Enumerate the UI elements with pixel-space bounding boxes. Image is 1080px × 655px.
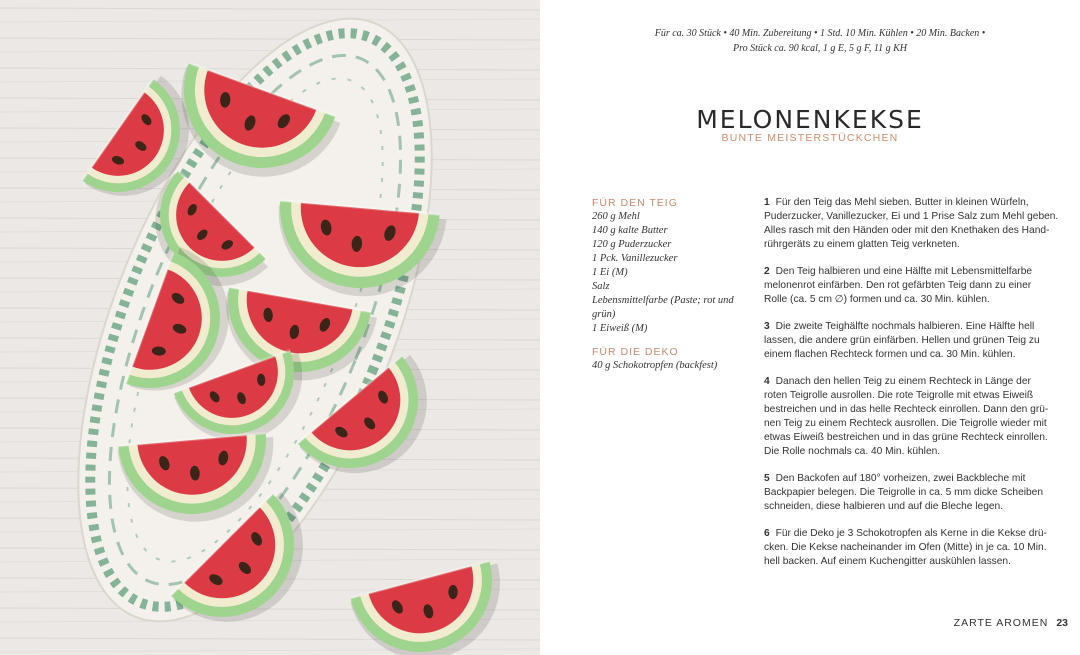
ingredient-item: Lebensmittelfarbe (Paste; rot und [592,295,734,306]
step-line: Backpapier belegen. Die Teigrolle in ca. 5 mm dicke Scheiben [764,487,1043,498]
step-number: 1 [764,197,770,208]
step-number: 3 [764,321,770,332]
page-footer [954,617,1068,629]
ingredient-item: 40 g Schokotropfen (backfest) [592,360,718,371]
step-line: lassen, die andere grün einfärben. Hellen und grünen Teig zu [764,335,1040,346]
recipe-meta [580,27,1060,56]
ingredient-item: 1 Pck. Vanillezucker [592,253,678,264]
step-4 [764,375,1049,459]
step-line: Puderzucker, Vanillezucker, Ei und 1 Prise Salz zum Mehl geben. [764,211,1059,222]
meta-line-1: Für ca. 30 Stück • 40 Min. Zubereitung • 1 Std. 10 Min. Kühlen • 20 Min. Backen • [654,28,986,39]
step-5 [764,472,1046,514]
step-line: rührgeräts zu einem glatten Teig verkneten. [764,239,960,250]
step-2 [764,265,1046,307]
step-line: etwas Eiweiß bestreichen und in das grüne Rechteck einrollen. [764,432,1048,443]
step-line: Rolle (ca. 5 cm ∅) formen und ca. 30 Min. kühlen. [764,294,990,305]
ingredient-item: 1 Eiweiß (M) [592,323,648,334]
step-line: Alles rasch mit den Händen oder mit den Knethaken des Hand- [764,225,1050,236]
ingredient-item: 1 Ei (M) [592,267,628,278]
step-line: Für den Teig das Mehl sieben. Butter in kleinen Würfeln, [775,197,1029,208]
ingredient-item: 140 g kalte Butter [592,225,668,236]
ingredient-item: 120 g Puderzucker [592,239,672,250]
step-line: Die zweite Teighälfte nochmals halbieren. Eine Hälfte hell [775,321,1035,332]
meta-line-2: Pro Stück ca. 90 kcal, 1 g E, 5 g F, 11 g KH [733,42,907,54]
step-number: 2 [764,266,770,277]
recipe-subtitle: BUNTE MEISTERSTÜCKCHEN [721,132,899,144]
deco-list [592,359,747,373]
step-line: cken. Die Kekse nacheinander im Ofen (Mitte) in je ca. 10 Min. [764,542,1047,553]
step-number: 6 [764,528,770,539]
steps-column [764,196,1059,582]
recipe-page [540,0,1080,655]
step-line: hell backen. Auf einem Kuchengitter auskühlen lassen. [764,556,1011,567]
step-line: Danach den hellen Teig zu einem Rechteck in Länge der [775,376,1031,387]
ingredient-item: Salz [592,281,610,292]
step-line: melonenrot einfärben. Den rot gefärbten Teig dann zu einer [764,280,1032,291]
ingredient-item: grün) [592,309,616,320]
step-number: 4 [764,376,770,387]
step-1 [764,196,1059,252]
step-line: Den Backofen auf 180° vorheizen, zwei Backbleche mit [775,473,1026,484]
dough-heading: FÜR DEN TEIG [592,197,678,209]
step-6 [764,527,1046,569]
step-line: roten Teigrolle ausrollen. Die rote Teigrolle mit etwas Eiweiß [764,390,1034,401]
step-line: nen Teig zu einem Rechteck ausrollen. Die Teigrolle wieder mit [764,418,1047,429]
step-line: bestreichen und in das helle Rechteck einrollen. Dann den grü- [764,404,1049,415]
deco-heading: FÜR DIE DEKO [592,346,679,358]
step-number: 5 [764,473,770,484]
ingredients-column [592,196,747,373]
ingredient-item: 260 g Mehl [592,211,640,222]
step-line: Für die Deko je 3 Schokotropfen als Kerne in die Kekse drü- [775,528,1047,539]
recipe-title: MELONENKEKSE [696,104,924,134]
step-line: Den Teig halbieren und eine Hälfte mit Lebensmittelfarbe [775,266,1033,277]
step-line: einem flachen Rechteck formen und ca. 30 Min. kühlen. [764,349,1016,360]
section-name: ZARTE AROMEN [953,617,1049,629]
dough-list [592,210,747,336]
page-number: 23 [1056,617,1068,629]
step-line: schneiden, diese halbieren und auf die Bleche legen. [764,501,1004,512]
step-line: Die Rolle nochmals ca. 40 Min. kühlen. [764,446,941,457]
step-3 [764,320,1046,362]
